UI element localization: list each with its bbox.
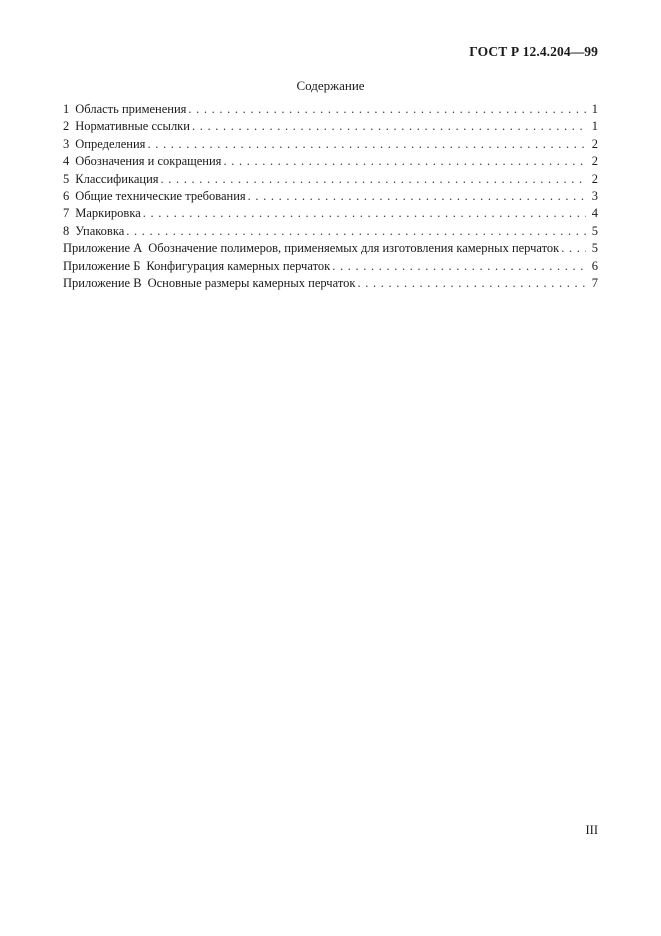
toc-title: Содержание	[296, 78, 365, 93]
toc-entry-number: Приложение А	[63, 241, 143, 256]
toc-entry-number: 3	[63, 136, 70, 151]
toc-entry-page: 1	[591, 102, 598, 116]
toc-entry-page: 2	[591, 154, 598, 169]
toc-entry-3[interactable]	[63, 136, 598, 153]
toc-entry-label: Обозначение полимеров, применяемых для изготовления камерных перчаток	[148, 241, 560, 256]
toc-entry-label: Классификация	[75, 171, 159, 186]
toc-entry-label: Конфигурация камерных перчаток	[146, 258, 331, 273]
table-of-contents	[63, 101, 598, 292]
toc-entry-page: 6	[591, 258, 598, 273]
toc-entry-label: Обозначения и сокращения	[75, 154, 222, 169]
toc-entry-appendix-b[interactable]	[63, 258, 598, 275]
toc-entry-1[interactable]	[63, 101, 598, 118]
dot-leader	[561, 240, 586, 257]
toc-entry-2[interactable]	[63, 118, 598, 135]
toc-entry-label: Упаковка	[75, 223, 125, 238]
toc-entry-label: Область применения	[75, 102, 187, 116]
dot-leader	[248, 188, 586, 205]
page-number: III	[585, 823, 598, 837]
dot-leader	[143, 205, 586, 222]
toc-entry-number: Приложение Б	[63, 258, 141, 273]
dot-leader	[332, 258, 586, 275]
toc-entry-page: 4	[591, 206, 598, 221]
toc-entry-number: 6	[63, 188, 70, 203]
toc-entry-page: 3	[591, 188, 598, 203]
dot-leader	[126, 223, 586, 240]
dot-leader	[161, 171, 586, 188]
toc-entry-number: 8	[63, 223, 70, 238]
toc-entry-number: 4	[63, 154, 70, 169]
toc-entry-label: Общие технические требования	[75, 188, 246, 203]
toc-entry-number: 5	[63, 171, 70, 186]
toc-entry-number: Приложение В	[63, 275, 142, 290]
dot-leader	[357, 275, 586, 292]
toc-entry-page: 5	[591, 223, 598, 238]
toc-entry-6[interactable]	[63, 188, 598, 205]
toc-entry-number: 7	[63, 206, 70, 221]
toc-entry-page: 2	[591, 171, 598, 186]
toc-entry-4[interactable]	[63, 153, 598, 170]
toc-entry-5[interactable]	[63, 171, 598, 188]
dot-leader	[147, 136, 586, 153]
dot-leader	[188, 101, 586, 118]
toc-entry-page: 2	[591, 136, 598, 151]
document-code: ГОСТ Р 12.4.204—99	[469, 44, 598, 59]
toc-entry-appendix-v[interactable]	[63, 275, 598, 292]
toc-entry-page: 7	[591, 275, 598, 290]
toc-entry-label: Основные размеры камерных перчаток	[147, 275, 356, 290]
toc-entry-8[interactable]	[63, 223, 598, 240]
toc-entry-label: Определения	[75, 136, 146, 151]
dot-leader	[223, 153, 586, 170]
toc-entry-label: Нормативные ссылки	[75, 119, 190, 134]
toc-entry-page: 5	[591, 241, 598, 256]
toc-entry-number: 2	[63, 119, 70, 134]
toc-entry-7[interactable]	[63, 205, 598, 222]
toc-entry-appendix-a[interactable]	[63, 240, 598, 257]
toc-entry-page: 1	[591, 119, 598, 134]
toc-entry-label: Маркировка	[75, 206, 141, 221]
toc-entry-number: 1	[63, 102, 70, 116]
dot-leader	[192, 118, 586, 135]
